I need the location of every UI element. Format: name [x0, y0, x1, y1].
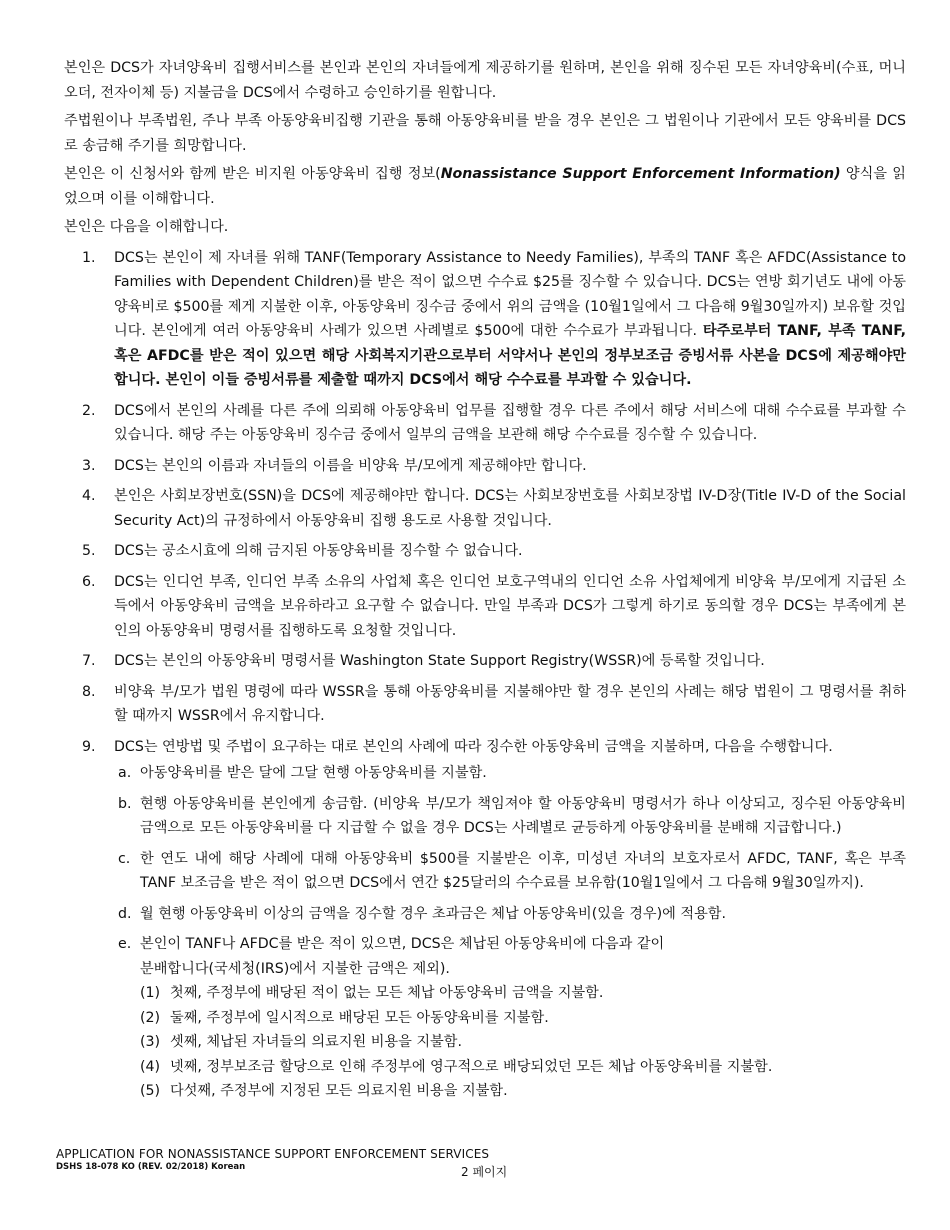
distribution-order-list — [140, 981, 906, 1104]
sub-item-text: 아동양육비를 받은 달에 그달 현행 아동양육비를 지불함. — [140, 765, 487, 781]
item-text: DCS는 연방법 및 주법이 요구하는 대로 본인의 사례에 따라 징수한 아동양육비 금액을 지불하며, 다음을 수행합니다. — [114, 738, 833, 755]
footer-form-number: DSHS 18-078 KO (REV. 02/2018) Korean — [56, 1162, 246, 1172]
intro-p3-end: 양식을 읽었으며 이를 이해합니다. — [64, 166, 906, 207]
list-item — [64, 246, 906, 393]
sub-item-text-line-2: 분배합니다(국세청(IRS)에서 지불한 금액은 제외). — [140, 960, 450, 977]
sub-list-item — [114, 932, 906, 1104]
distribution-number: (5) — [140, 1083, 161, 1099]
list-item — [64, 539, 906, 564]
list-item — [64, 399, 906, 448]
list-item — [64, 649, 906, 674]
distribution-item — [140, 1055, 906, 1080]
list-item — [64, 454, 906, 479]
distribution-text: 넷째, 정부보조금 할당으로 인해 주정부에 영구적으로 배당되었던 모든 체납 아동양육비를 지불함. — [170, 1058, 773, 1075]
sub-item-letter: c. — [118, 850, 131, 867]
item-number: 8. — [82, 683, 96, 700]
distribution-number: (4) — [140, 1058, 161, 1075]
list-item — [64, 735, 906, 1104]
list-item — [64, 680, 906, 729]
item-text: DCS에서 본인의 사례를 다른 주에 의뢰해 아동양육비 업무를 집행할 경우 다른 주에서 해당 서비스에 대해 수수료를 부과할 수 있습니다. 해당 주는 아동양육비 징수금 중에서 일부의 금액을 보관해 해당 수수료를 징수할 수 있습니다. — [114, 402, 906, 443]
sub-item-letter: e. — [118, 936, 132, 952]
page-footer — [56, 1147, 916, 1179]
item-number: 6. — [82, 573, 96, 590]
sub-item-text: 월 현행 아동양육비 이상의 금액을 징수할 경우 초과금은 체납 아동양육비(있을 경우)에 적용함. — [140, 905, 726, 922]
item-number: 1. — [82, 249, 96, 266]
distribution-text: 첫째, 주정부에 배당된 적이 없는 모든 체납 아동양육비 금액을 지불함. — [170, 985, 604, 1001]
item-number: 4. — [82, 488, 96, 504]
sub-list — [114, 761, 906, 1104]
sub-item-text: 현행 아동양육비를 본인에게 송금함. (비양육 부/모가 책임져야 할 아동양육비 명령서가 하나 이상되고, 징수된 아동양육비 금액으로 모든 아동양육비를 다 지급할 수 없을 경우 DCS는 사례별로 균등하게 아동양육비를 분배해 지급합니다.) — [140, 795, 906, 836]
item-number: 2. — [82, 402, 96, 419]
distribution-text: 다섯째, 주정부에 지정된 모든 의료지원 비용을 지불함. — [170, 1083, 508, 1099]
list-item — [64, 570, 906, 644]
intro-paragraph-1: 본인은 DCS가 자녀양육비 집행서비스를 본인과 본인의 자녀들에게 제공하기를 원하며, 본인을 위해 징수된 모든 자녀양육비(수표, 머니오더, 전자이체 등) 지불금을 DCS에서 수령하고 승인하기를 원합니다. — [64, 60, 906, 101]
item-text: DCS는 본인이 제 자녀를 위해 TANF(Temporary Assistance to Needy Families), 부족의 TANF 혹은 AFDC(Assistance to Families with Dependent Children)를 받은 적이 없으면 수수료 $25를 징수할 수 있습니다. DCS는 연방 회기년도 내에 아동양육비로 $500를 제게 지불한 이후, 아동양육비 징수금 중에서 위의 금액을 (10월1일에서 그 다음해 9월30일까지) 보유할 것입니다. 본인에게 여러 아동양육비 사례가 있으면 사례별로 $500에 대한 수수료가 부과됩니다. — [114, 249, 906, 339]
intro-p3-start: 본인은 이 신청서와 함께 받은 비지원 아동양육비 집행 정보( — [64, 166, 441, 182]
list-item — [64, 484, 906, 533]
intro-p3-form-name: Nonassistance Support Enforcement Information) — [440, 166, 841, 182]
distribution-text: 셋째, 체납된 자녀들의 의료지원 비용을 지불함. — [170, 1034, 462, 1050]
distribution-number: (1) — [140, 985, 161, 1001]
sub-list-item — [114, 902, 906, 927]
sub-item-letter: d. — [118, 905, 132, 922]
distribution-item — [140, 1006, 906, 1031]
footer-form-title: APPLICATION FOR NONASSISTANCE SUPPORT ENFORCEMENT SERVICES — [56, 1147, 490, 1161]
item-text: DCS는 본인의 이름과 자녀들의 이름을 비양육 부/모에게 제공해야만 합니다. — [114, 457, 587, 474]
terms-list — [64, 246, 906, 1104]
item-text: 본인은 사회보장번호(SSN)을 DCS에 제공해야만 합니다. DCS는 사회보장번호를 사회보장법 IV-D장(Title IV-D of the Social Security Act)의 규정하에서 아동양육비 집행 용도로 사용할 것입니다. — [114, 488, 906, 529]
distribution-item — [140, 1079, 906, 1104]
item-text: DCS는 본인의 아동양육비 명령서를 Washington State Support Registry(WSSR)에 등록할 것입니다. — [114, 653, 765, 669]
intro-paragraph-2: 주법원이나 부족법원, 주나 부족 아동양육비집행 기관을 통해 아동양육비를 받을 경우 본인은 그 법원이나 기관에서 모든 양육비를 DCS로 송금해 주기를 희망합니다. — [64, 113, 906, 154]
document-body — [64, 56, 906, 1110]
item-text: DCS는 인디언 부족, 인디언 부족 소유의 사업체 혹은 인디언 보호구역내의 인디언 소유 사업체에게 비양육 부/모에게 지급된 소득에서 아동양육비 금액을 보유하라고 요구할 수 없습니다. 만일 부족과 DCS가 그렇게 하기로 동의할 경우 DCS는 부족에게 본인의 아동양육비 명령서를 집행하도록 요청할 것입니다. — [114, 573, 906, 639]
item-text-bold: 타주로부터 TANF, 부족 TANF, 혹은 AFDC를 받은 적이 있으면 해당 사회복지기관으로부터 서약서나 본인의 정부보조금 증빙서류 사본을 DCS에 제공해야만 합니다. 본인이 이들 증빙서류를 제출할 때까지 DCS에서 해당 수수료를 부과할 수 있습니다. — [114, 323, 906, 388]
sub-list-item — [114, 761, 906, 786]
sub-list-item — [114, 847, 906, 896]
distribution-item — [140, 981, 906, 1006]
sub-item-letter: a. — [118, 765, 132, 781]
sub-item-letter: b. — [118, 795, 132, 812]
page-number: 2 페이지 — [461, 1165, 508, 1179]
intro-paragraph-4: 본인은 다음을 이해합니다. — [64, 219, 229, 235]
sub-item-text: 한 연도 내에 해당 사례에 대해 아동양육비 $500를 지불받은 이후, 미성년 자녀의 보호자로서 AFDC, TANF, 혹은 부족 TANF 보조금을 받은 적이 없으면 DCS에서 연간 $25달러의 수수료를 보유함(10월1일에서 그 다음해 9월30일까지). — [140, 850, 906, 891]
sub-list-item — [114, 792, 906, 841]
distribution-item — [140, 1030, 906, 1055]
item-number: 5. — [82, 543, 96, 559]
distribution-text: 둘째, 주정부에 일시적으로 배당된 모든 아동양육비를 지불함. — [170, 1009, 549, 1026]
item-text: 비양육 부/모가 법원 명령에 따라 WSSR을 통해 아동양육비를 지불해야만 할 경우 본인의 사례는 해당 법원이 그 명령서를 취하할 때까지 WSSR에서 유지합니다. — [114, 683, 906, 724]
item-number: 3. — [82, 457, 96, 474]
sub-item-text-line-1: 본인이 TANF나 AFDC를 받은 적이 있으면, DCS은 체납된 아동양육비에 다음과 같이 — [140, 936, 665, 952]
intro-paragraph-3 — [64, 162, 906, 211]
distribution-number: (2) — [140, 1009, 161, 1026]
item-number: 7. — [82, 653, 96, 669]
item-text: DCS는 공소시효에 의해 금지된 아동양육비를 징수할 수 없습니다. — [114, 543, 523, 559]
distribution-number: (3) — [140, 1034, 161, 1050]
item-number: 9. — [82, 738, 96, 755]
